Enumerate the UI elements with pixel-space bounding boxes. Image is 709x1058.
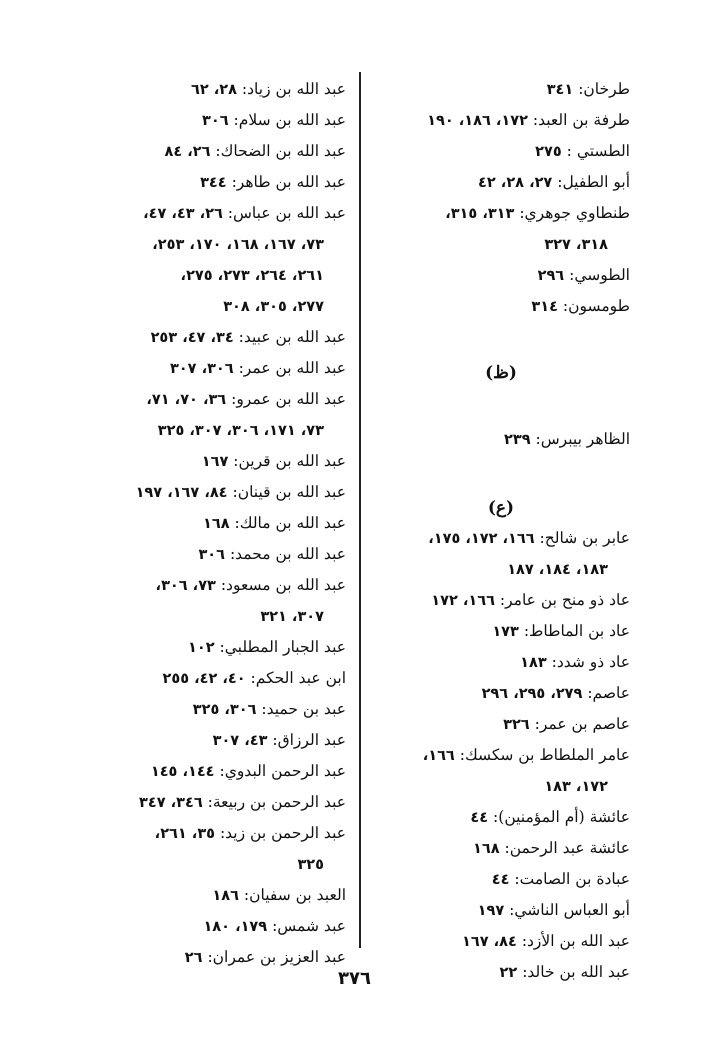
entry-pages: ١٠٢ <box>188 640 215 656</box>
entry-pages: ١٧٢، ١٨٦، ١٩٠ <box>427 113 528 129</box>
entry-pages: ١٩٧ <box>477 903 505 919</box>
entry-name: عائشة عبد الرحمن: <box>504 839 630 857</box>
index-entry-continuation <box>100 849 346 880</box>
entry-pages: ٣٤١ <box>546 82 574 98</box>
index-entry <box>372 616 630 647</box>
index-entry <box>100 694 346 725</box>
entry-pages: ١٦٦، ١٧٢، ١٧٥، <box>428 531 535 547</box>
entry-name: عبد الله بن مالك: <box>234 514 346 532</box>
entry-name: الطوسي: <box>569 266 630 284</box>
index-column-left <box>100 74 346 973</box>
entry-name: عبد الرحمن البدوي: <box>219 762 346 780</box>
index-entry <box>372 585 630 616</box>
entry-pages: ٢٢ <box>499 965 518 981</box>
entry-pages: ١٤٤، ١٤٥ <box>150 764 215 780</box>
index-entry <box>372 105 630 136</box>
entry-pages: ٣٠٦ <box>202 113 229 129</box>
entry-name: عبد الله بن عبيد: <box>238 328 346 346</box>
entry-pages: ٢٣٩ <box>504 432 531 448</box>
entry-pages: ٧٣، ٣٠٦، <box>155 578 216 594</box>
entry-name: ابن عبد الحكم: <box>250 669 346 687</box>
index-entry <box>100 725 346 756</box>
page-number: ٣٧٦ <box>338 968 371 989</box>
entry-name: عبد الجبار المطلبي: <box>219 638 346 656</box>
index-entry <box>100 322 346 353</box>
entry-pages: ٢٧٥ <box>535 144 562 160</box>
entry-name: طومسون: <box>562 297 630 315</box>
index-entry <box>372 136 630 167</box>
entry-pages: ٣٤٦، ٣٤٧ <box>139 795 203 811</box>
entry-pages: ٣٠٦ <box>198 547 225 563</box>
index-entry <box>100 911 346 942</box>
entry-pages: ٣١٨، ٣٢٧ <box>544 237 608 253</box>
entry-pages: ٣٦، ٧٠، ٧١، <box>146 392 227 408</box>
entry-pages: ٨٤، ١٦٧، ١٩٧ <box>135 485 228 501</box>
entry-name: عبادة بن الصامت: <box>514 870 630 888</box>
index-column-right <box>372 74 630 988</box>
index-entry <box>372 678 630 709</box>
entry-name: أبو العباس الناشي: <box>509 901 630 919</box>
entry-name: عبد الرحمن بن زيد: <box>219 824 346 842</box>
entry-pages: ١٦٨ <box>473 841 500 857</box>
entry-pages: ٨٤، ١٦٧ <box>462 934 517 950</box>
entry-pages: ١٦٦، ١٧٢ <box>431 593 495 609</box>
entry-pages: ١٨٦ <box>212 888 239 904</box>
index-entry <box>372 74 630 105</box>
entry-pages: ١٧٣ <box>492 624 519 640</box>
index-entry <box>372 833 630 864</box>
entry-pages: ٢٦١، ٢٦٤، ٢٧٣، ٢٧٥، <box>180 268 324 284</box>
index-entry <box>372 802 630 833</box>
index-entry-continuation <box>372 554 630 585</box>
entry-name: طرفة بن العبد: <box>532 111 630 129</box>
entry-pages: ٣٤، ٤٧، ٢٥٣ <box>150 330 234 346</box>
entry-pages: ٣٢٥ <box>297 857 324 873</box>
entry-pages: ٢٧٩، ٢٩٥، ٢٩٦ <box>481 686 583 702</box>
entry-name: عبد الله بن الأزد: <box>521 932 630 950</box>
entry-pages: ٤٣، ٣٠٧ <box>212 733 268 749</box>
entry-pages: ٧٣، ١٦٧، ١٦٨، ١٧٠، ٢٥٣، <box>152 237 324 253</box>
entry-pages: ٣٢٦ <box>503 717 530 733</box>
entry-pages: ٢٦ <box>184 950 203 966</box>
index-entry <box>100 632 346 663</box>
entry-name: عبد الله بن قرين: <box>233 452 346 470</box>
column-divider <box>359 72 361 948</box>
entry-pages: ١٦٦، <box>422 748 455 764</box>
entry-name: طرخان: <box>578 80 630 98</box>
entry-pages: ٤٤ <box>470 810 489 826</box>
entry-pages: ٣٠٧، ٣٢١ <box>260 609 324 625</box>
entry-name: أبو الطفيل: <box>557 173 630 191</box>
index-entry <box>100 787 346 818</box>
index-entry <box>100 539 346 570</box>
index-entry <box>372 167 630 198</box>
index-entry <box>372 523 630 554</box>
index-entry <box>372 260 630 291</box>
entry-pages: ٣٥، ٢٦١، <box>154 826 216 842</box>
index-entry <box>372 895 630 926</box>
index-entry <box>372 647 630 678</box>
index-entry <box>372 424 630 455</box>
entry-pages: ٢٧٧، ٣٠٥، ٣٠٨ <box>223 299 324 315</box>
entry-name: عبد الله بن عمر: <box>238 359 346 377</box>
entry-name: عاد بن الماطاط: <box>523 622 630 640</box>
entry-pages: ٢٦، ٤٣، ٤٧، <box>143 206 223 222</box>
entry-name: عبد الله بن طاهر: <box>231 173 346 191</box>
section-spacer <box>372 322 630 358</box>
entry-pages: ٢٦، ٨٤ <box>164 144 211 160</box>
index-entry <box>100 663 346 694</box>
index-entry <box>372 198 630 229</box>
entry-pages: ٣٤٤ <box>200 175 227 191</box>
section-spacer <box>372 388 630 424</box>
entry-pages: ١٦٧ <box>201 454 229 470</box>
letter-heading: (ع) <box>487 498 515 518</box>
entry-name: عبد الله بن عباس: <box>227 204 346 222</box>
entry-name: عبد الرحمن بن ربيعة: <box>207 793 346 811</box>
entry-name: عائشة (أم المؤمنين): <box>493 808 630 826</box>
index-entry <box>100 74 346 105</box>
index-entry-continuation <box>100 260 346 291</box>
index-entry <box>100 384 346 415</box>
entry-pages: ٣٠٦، ٣٠٧ <box>169 361 234 377</box>
entry-pages: ١٨٣ <box>520 655 547 671</box>
entry-name: عبد الله بن الضحاك: <box>215 142 346 160</box>
entry-name: عاد ذو شدد: <box>551 653 630 671</box>
index-entry-continuation <box>100 601 346 632</box>
index-entry <box>100 570 346 601</box>
index-entry <box>100 880 346 911</box>
entry-name: عبد الله بن خالد: <box>522 963 630 981</box>
entry-pages: ١٧٢، ١٨٣ <box>544 779 608 795</box>
entry-pages: ٣١٣، ٣١٥، <box>445 206 515 222</box>
section-spacer <box>372 455 630 493</box>
entry-pages: ٢٨، ٦٢ <box>191 82 237 98</box>
index-entry <box>100 508 346 539</box>
letter-heading: (ظ) <box>485 363 517 383</box>
entry-pages: ٢٩٦ <box>537 268 565 284</box>
index-entry-continuation <box>372 229 630 260</box>
entry-name: عاصم: <box>587 684 630 702</box>
index-entry-continuation <box>100 229 346 260</box>
entry-name: عبد بن حميد: <box>261 700 346 718</box>
entry-pages: ١٦٨ <box>203 516 230 532</box>
entry-name: عبد الله بن محمد: <box>229 545 346 563</box>
index-entry <box>100 818 346 849</box>
index-entry <box>100 167 346 198</box>
entry-name: عبد الله بن زياد: <box>241 80 346 98</box>
index-entry <box>372 864 630 895</box>
entry-name: عبد العزيز بن عمران: <box>207 948 346 966</box>
entry-name: عاد ذو منح بن عامر: <box>499 591 630 609</box>
entry-name: طنطاوي جوهري: <box>519 204 630 222</box>
index-entry <box>372 291 630 322</box>
entry-name: عبد الرزاق: <box>272 731 346 749</box>
entry-name: عاصم بن عمر: <box>534 715 630 733</box>
index-entry <box>100 136 346 167</box>
entry-pages: ٢٧، ٢٨، ٤٢ <box>478 175 553 191</box>
index-entry <box>100 105 346 136</box>
entry-name: عبد الله بن سلام: <box>233 111 346 129</box>
entry-name: عبد الله بن قينان: <box>232 483 346 501</box>
entry-name: الظاهر بيبرس: <box>535 430 630 448</box>
index-entry <box>100 353 346 384</box>
index-entry <box>372 926 630 957</box>
index-entry-continuation <box>100 291 346 322</box>
index-entry <box>372 709 630 740</box>
entry-pages: ٤٤ <box>491 872 510 888</box>
index-entry-continuation <box>100 415 346 446</box>
entry-name: عبد الله بن مسعود: <box>220 576 346 594</box>
index-entry-continuation <box>372 771 630 802</box>
index-entry <box>100 477 346 508</box>
index-entry <box>100 756 346 787</box>
index-entry <box>372 740 630 771</box>
index-entry <box>100 446 346 477</box>
entry-pages: ٣١٤ <box>531 299 558 315</box>
index-entry <box>100 198 346 229</box>
entry-pages: ٤٠، ٤٢، ٢٥٥ <box>162 671 246 687</box>
entry-name: العبد بن سفيان: <box>243 886 346 904</box>
entry-name: الطستي : <box>566 142 630 160</box>
entry-name: عبد الله بن عمرو: <box>231 390 346 408</box>
entry-name: عبد شمس: <box>272 917 346 935</box>
entry-pages: ١٨٣، ١٨٤، ١٨٧ <box>507 562 608 578</box>
entry-name: عابر بن شالح: <box>539 529 630 547</box>
entry-pages: ٣٠٦، ٣٢٥ <box>192 702 257 718</box>
entry-pages: ٧٣، ١٧١، ٣٠٦، ٣٠٧، ٣٢٥ <box>157 423 324 439</box>
entry-pages: ١٧٩، ١٨٠ <box>203 919 268 935</box>
entry-name: عامر الملطاط بن سكسك: <box>459 746 630 764</box>
